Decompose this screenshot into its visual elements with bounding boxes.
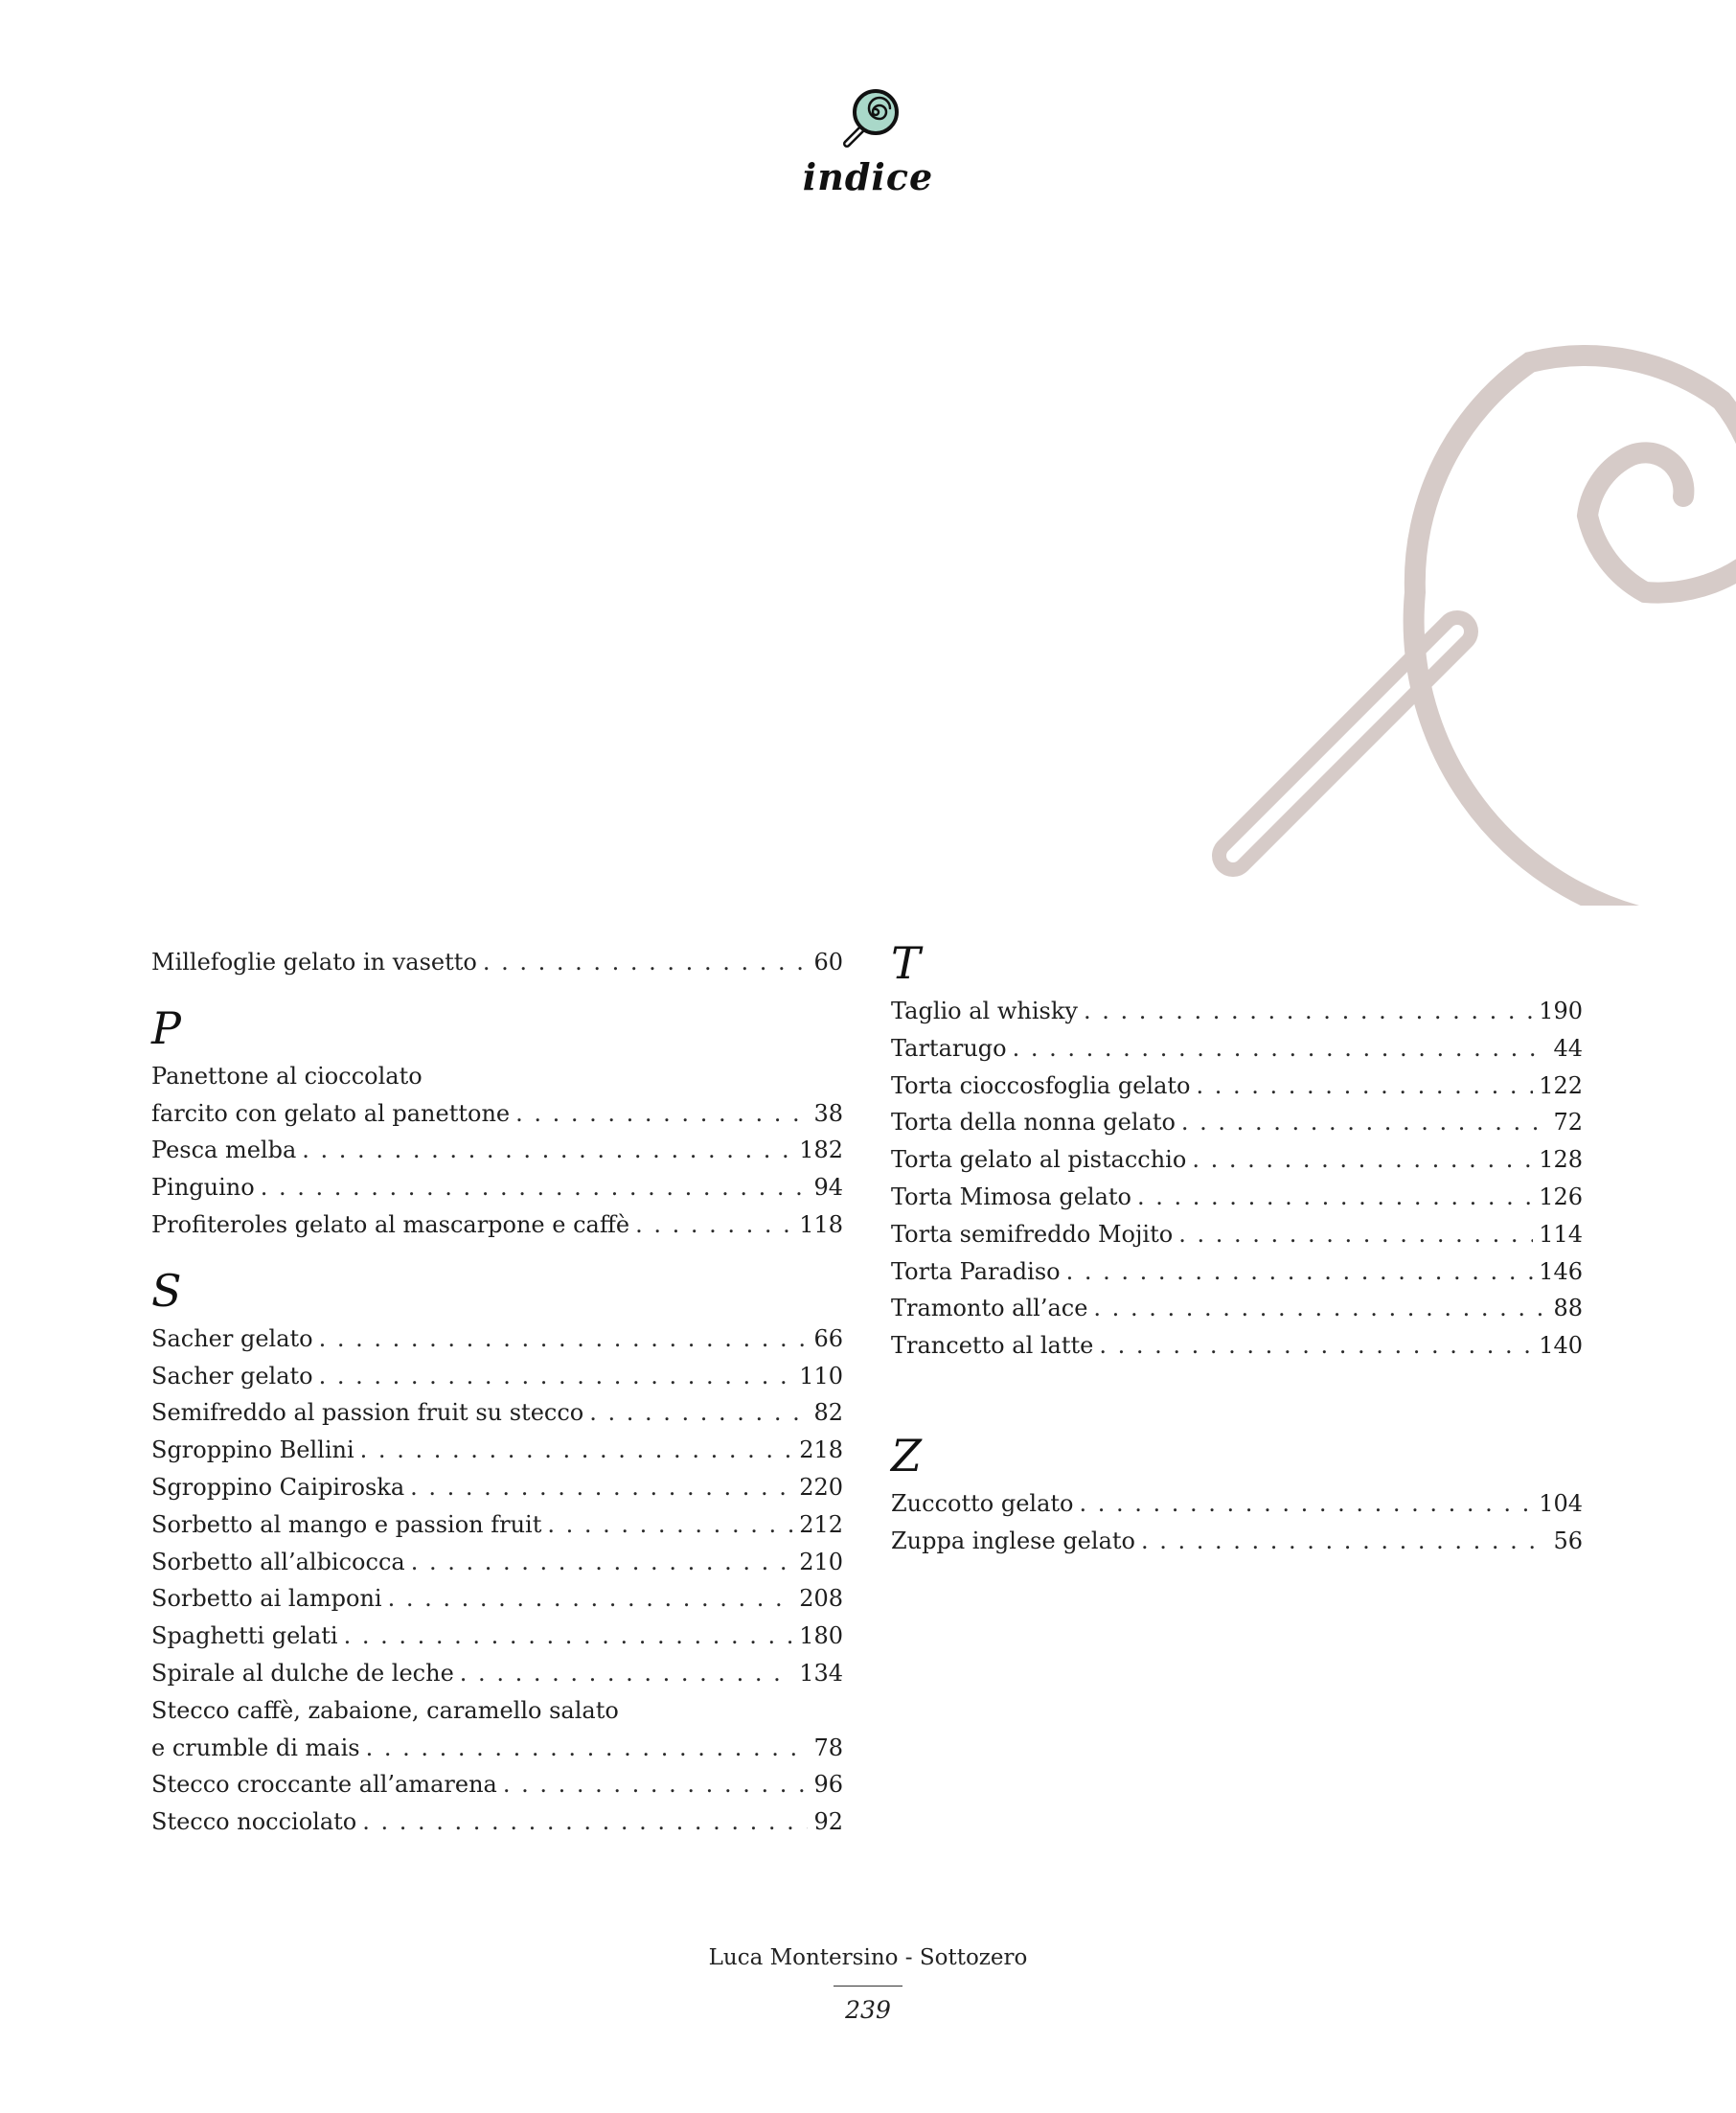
dot-leader [460, 1655, 793, 1692]
entry-page: 66 [813, 1324, 843, 1352]
index-entry[interactable] [891, 1523, 1583, 1560]
index-entry[interactable] [151, 1580, 843, 1618]
entry-page: 96 [813, 1771, 843, 1799]
dot-leader [411, 1544, 793, 1581]
dot-leader [635, 1206, 793, 1244]
index-entry[interactable] [151, 1730, 843, 1767]
large-lollipop-icon [1183, 177, 1736, 906]
dot-leader [1178, 1216, 1533, 1253]
index-entry[interactable] [151, 1803, 843, 1841]
index-entry[interactable] [891, 1179, 1583, 1216]
index-entry[interactable] [891, 1485, 1583, 1523]
dot-leader [344, 1618, 794, 1655]
entry-page: 104 [1539, 1489, 1583, 1517]
section-letter: Z [891, 1429, 922, 1481]
entry-title: Sorbetto all’albicocca [151, 1548, 405, 1575]
dot-leader [483, 944, 809, 981]
index-entry[interactable] [151, 1132, 843, 1169]
dot-leader [362, 1803, 808, 1841]
entry-page: 146 [1539, 1257, 1583, 1285]
dot-leader [589, 1394, 808, 1432]
index-entry[interactable] [891, 1327, 1583, 1365]
entry-title: Profiteroles gelato al mascarpone e caffè [151, 1210, 630, 1238]
entry-title: Sorbetto ai lamponi [151, 1585, 382, 1613]
dot-leader [1181, 1104, 1548, 1141]
index-entry[interactable] [151, 1655, 843, 1692]
index-entry[interactable] [891, 1104, 1583, 1141]
entry-title: Torta Paradiso [891, 1257, 1061, 1285]
entry-page: 82 [813, 1399, 843, 1427]
entry-page: 118 [799, 1210, 843, 1238]
index-entry[interactable] [151, 1766, 843, 1803]
page-footer [0, 1945, 1736, 2024]
entry-page: 88 [1553, 1295, 1583, 1322]
dot-leader [410, 1469, 793, 1506]
entry-title: Trancetto al latte [891, 1332, 1094, 1360]
index-entry[interactable] [151, 1469, 843, 1506]
dot-leader [302, 1132, 793, 1169]
entry-page: 92 [813, 1808, 843, 1836]
entry-page: 180 [799, 1622, 843, 1650]
entry-title: farcito con gelato al panettone [151, 1099, 511, 1127]
entry-page: 128 [1539, 1146, 1583, 1174]
dot-leader [366, 1730, 809, 1767]
entry-page: 218 [799, 1436, 843, 1464]
dot-leader [1079, 1485, 1533, 1523]
index-entry[interactable] [891, 1216, 1583, 1253]
entry-page: 94 [813, 1174, 843, 1202]
entry-title: Stecco nocciolato [151, 1808, 357, 1836]
dot-leader [1141, 1523, 1547, 1560]
index-entry[interactable] [151, 1169, 843, 1206]
entry-title: Stecco croccante all’amarena [151, 1771, 497, 1799]
dot-leader [1066, 1253, 1534, 1291]
dot-leader [319, 1321, 809, 1358]
entry-title: Sorbetto al mango e passion fruit [151, 1510, 542, 1538]
entry-title: Millefoglie gelato in vasetto [151, 949, 477, 976]
index-entry[interactable] [151, 1618, 843, 1655]
entry-page: 126 [1539, 1183, 1583, 1210]
index-entry[interactable] [891, 1141, 1583, 1179]
footer-divider [834, 1986, 902, 1987]
dot-leader [503, 1766, 809, 1803]
entry-title: Semifreddo al passion fruit su stecco [151, 1399, 584, 1427]
entry-page: 110 [799, 1362, 843, 1390]
entry-title: Torta Mimosa gelato [891, 1183, 1132, 1210]
section-letter: P [151, 1001, 181, 1054]
entry-title: Spirale al dulche de leche [151, 1659, 454, 1687]
dot-leader [360, 1432, 794, 1469]
entry-page: 56 [1553, 1527, 1583, 1554]
entry-title: e crumble di mais [151, 1734, 360, 1761]
index-entry-line: Stecco caffè, zabaione, caramello salato [151, 1696, 619, 1724]
index-entry-line: Panettone al cioccolato [151, 1062, 423, 1090]
index-entry[interactable] [151, 944, 843, 981]
section-letter: S [151, 1264, 182, 1317]
entry-title: Pinguino [151, 1174, 255, 1202]
dot-leader [515, 1095, 808, 1133]
entry-page: 72 [1553, 1109, 1583, 1137]
entry-title: Sgroppino Caipiroska [151, 1473, 405, 1501]
index-entry[interactable] [151, 1432, 843, 1469]
entry-page: 140 [1539, 1332, 1583, 1360]
index-entry[interactable] [151, 1321, 843, 1358]
entry-title: Sgroppino Bellini [151, 1436, 354, 1464]
index-entry[interactable] [891, 1030, 1583, 1068]
footer-author: Luca Montersino - Sottozero [708, 1945, 1028, 1970]
index-entry[interactable] [151, 1506, 843, 1544]
entry-title: Torta gelato al pistacchio [891, 1146, 1187, 1174]
entry-page: 60 [813, 949, 843, 976]
index-column-right [891, 939, 1583, 1560]
index-entry[interactable] [151, 1544, 843, 1581]
index-entry[interactable] [151, 1394, 843, 1432]
entry-title: Sacher gelato [151, 1324, 313, 1352]
index-entry[interactable] [891, 1253, 1583, 1291]
entry-title: Tramonto all’ace [891, 1295, 1088, 1322]
entry-title: Torta semifreddo Mojito [891, 1220, 1174, 1248]
entry-title: Torta della nonna gelato [891, 1109, 1176, 1137]
entry-page: 210 [799, 1548, 843, 1575]
entry-page: 44 [1553, 1034, 1583, 1062]
entry-page: 78 [813, 1734, 843, 1761]
index-entry[interactable] [151, 1206, 843, 1244]
index-title: indice [802, 155, 934, 198]
entry-page: 122 [1539, 1071, 1583, 1099]
dot-leader [1099, 1327, 1533, 1365]
entry-title: Sacher gelato [151, 1362, 313, 1390]
index-entry[interactable] [891, 993, 1583, 1030]
entry-page: 134 [799, 1659, 843, 1687]
index-column-left [151, 944, 843, 1841]
entry-page: 114 [1539, 1220, 1583, 1248]
entry-title: Pesca melba [151, 1137, 297, 1164]
entry-title: Spaghetti gelati [151, 1622, 338, 1650]
entry-page: 212 [799, 1510, 843, 1538]
index-entry[interactable] [151, 1095, 843, 1133]
dot-leader [388, 1580, 794, 1618]
dot-leader [1093, 1290, 1547, 1327]
entry-page: 38 [813, 1099, 843, 1127]
lollipop-icon [834, 86, 902, 149]
entry-page: 220 [799, 1473, 843, 1501]
entry-title: Zuppa inglese gelato [891, 1527, 1135, 1554]
index-entry[interactable] [151, 1358, 843, 1395]
dot-leader [319, 1358, 794, 1395]
entry-title: Torta cioccosfoglia gelato [891, 1071, 1191, 1099]
entry-title: Tartarugo [891, 1034, 1007, 1062]
entry-page: 190 [1539, 998, 1583, 1024]
dot-leader [1084, 993, 1533, 1030]
entry-title: Taglio al whisky [891, 998, 1078, 1024]
entry-page: 182 [799, 1137, 843, 1164]
dot-leader [1192, 1141, 1533, 1179]
index-entry[interactable] [891, 1068, 1583, 1105]
dot-leader [547, 1506, 793, 1544]
page-number: 239 [845, 1996, 891, 2024]
entry-title: Zuccotto gelato [891, 1489, 1074, 1517]
section-letter: T [891, 937, 921, 989]
dot-leader [1013, 1030, 1548, 1068]
dot-leader [1197, 1068, 1534, 1105]
index-entry[interactable] [891, 1290, 1583, 1327]
dot-leader [261, 1169, 809, 1206]
entry-page: 208 [799, 1585, 843, 1613]
dot-leader [1137, 1179, 1533, 1216]
